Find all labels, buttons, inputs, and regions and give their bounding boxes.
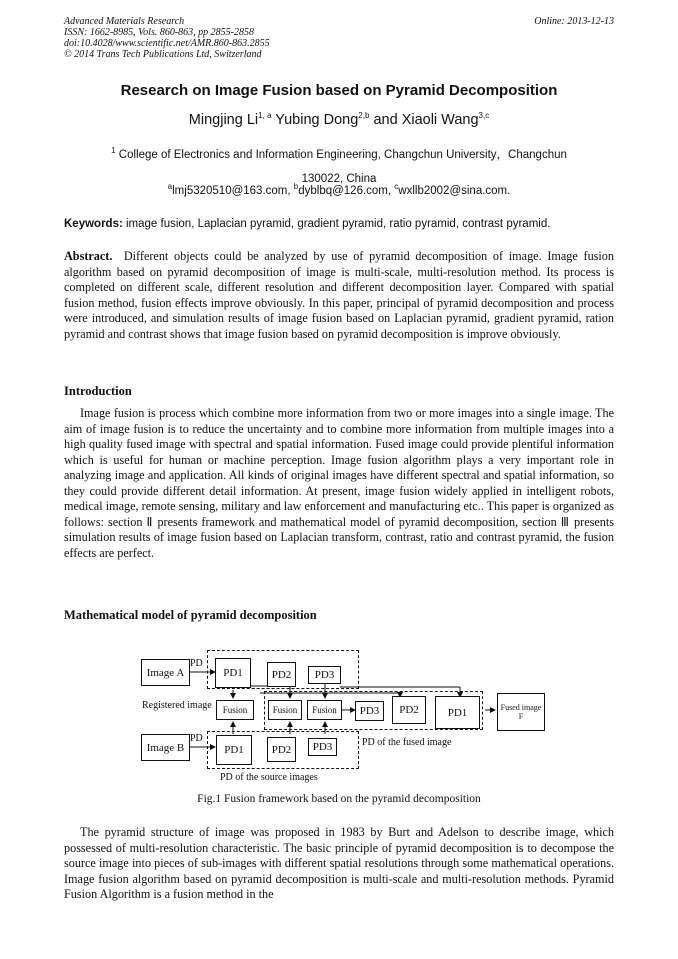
author-3-sup: 3,c <box>478 111 490 120</box>
keywords-label: Keywords: <box>64 218 123 230</box>
b-pd1: PD1 <box>216 735 252 765</box>
image-b-box: Image B <box>141 734 190 761</box>
image-a-box: Image A <box>141 659 190 686</box>
figure-caption: Fig.1 Fusion framework based on the pyramid decomposition <box>197 793 481 805</box>
a-pd3: PD3 <box>308 666 341 684</box>
paper-title: Research on Image Fusion based on Pyramid Decomposition <box>120 82 558 99</box>
abstract-label: Abstract. <box>64 249 113 263</box>
fused-pd1: PD1 <box>435 696 480 729</box>
author-and: and <box>373 111 398 128</box>
issn-line: ISSN: 1662-8985, Vols. 860-863, pp 2855-2858 <box>64 27 254 38</box>
abstract <box>64 249 614 342</box>
fusion-box-3: Fusion <box>307 700 342 720</box>
body-text: The pyramid structure of image was proposed in 1983 by Burt and Adelson to describe image, which possessed of multi-resolution characteristic. The basic principle of pyramid decomposition is to decompose the source image into pieces of sub-images with different spatial resolutions through some mathematical operations. Image fusion algorithm based on pyramid decomposition is multi-scale and multi-resolution methods. Pyramid Fusion Algorithm is a fusion method in the <box>64 825 614 901</box>
journal-name: Advanced Materials Research <box>64 16 185 27</box>
introduction-text: Image fusion is process which combine more information from two or more images into a single image. The aim of image fusion is to reduce the uncertainty and to combine more information from multiple images into a high quality fused image with spectral and spatial information. Fused image could provide plentiful information which is useful for human or machine perception. Image fusion algorithm plays a very important role in analyzing image and application. All kinds of original images have different spectral and spatial information, so they could provide different detail information. At present, image fusion widely applied in intelligent robots, medical image, remote sensing, military and law enforcement and manufacturing etc.. This paper is organized as follows: section Ⅱ presents framework and mathematical model of pyramid decomposition, section Ⅲ presents simulation results of image fusion based on Laplacian transform, contrast, ratio and contrast pyramid, the fusion effects are perfect. <box>64 406 614 560</box>
journal-header <box>64 16 270 60</box>
b-pd3: PD3 <box>308 738 337 756</box>
fused-image-box: Fused image F <box>497 693 545 731</box>
fusion-box-2: Fusion <box>268 700 302 720</box>
email-c-sup: c <box>394 182 399 191</box>
affiliation-text: College of Electronics and Information Engineering, Changchun University，Changchun <box>118 148 567 161</box>
section2-heading: Mathematical model of pyramid decomposition <box>64 608 317 622</box>
fused-pd3: PD3 <box>355 701 384 721</box>
author-1: Mingjing Li <box>188 111 259 128</box>
keywords-text: image fusion, Laplacian pyramid, gradient pyramid, ratio pyramid, contrast pyramid. <box>126 218 551 230</box>
email-b[interactable]: dyblbq@126.com, <box>298 184 392 197</box>
email-line <box>0 182 678 197</box>
author-2: Yubing Dong <box>275 111 359 128</box>
email-a[interactable]: lmj5320510@163.com, <box>172 184 291 197</box>
a-pd1: PD1 <box>215 658 251 688</box>
affiliation-zip: 130022, China <box>301 172 377 185</box>
author-2-sup: 2,b <box>358 111 370 120</box>
fused-pd2: PD2 <box>392 696 426 724</box>
author-line <box>0 111 678 128</box>
doi-line: doi:10.4028/www.scientific.net/AMR.860-863.2855 <box>64 38 270 49</box>
fusion-box-1: Fusion <box>216 700 254 720</box>
affiliation-sup: 1 <box>111 146 116 155</box>
pd-b-label: PD <box>190 733 203 744</box>
email-c[interactable]: wxllb2002@sina.com. <box>398 184 511 197</box>
fusion-framework-figure <box>130 645 560 787</box>
pd-a-label: PD <box>190 658 203 669</box>
keywords <box>64 218 614 230</box>
source-pd-label: PD of the source images <box>220 772 318 783</box>
a-pd2: PD2 <box>267 662 296 687</box>
copyright-line: © 2014 Trans Tech Publications Ltd, Switzerland <box>64 49 262 60</box>
online-date: Online: 2013-12-13 <box>534 16 614 27</box>
author-1-sup: 1, a <box>258 111 272 120</box>
author-3: Xiaoli Wang <box>401 111 479 128</box>
email-a-sup: a <box>167 182 173 191</box>
b-pd2: PD2 <box>267 737 296 762</box>
abstract-text: Different objects could be analyzed by use of pyramid decomposition of image. Image fusion algorithm based on pyramid decomposition of image is multi-scale, multi-resolution method. Its process is completed on different scale, different resolution and different decomposition layer. Compared with spatial fusion method, fusion effects improve obviously. In this paper, principal of pyramid decomposition and process were introduced, and simulation results of image fusion based on Laplacian pyramid, gradient pyramid, ration pyramid and contrast shows that image fusion based on pyramid decomposition is improve obviously. <box>64 249 614 341</box>
introduction-heading: Introduction <box>64 384 132 398</box>
registered-image-label: Registered image <box>142 700 212 711</box>
fused-pd-label: PD of the fused image <box>362 737 452 748</box>
email-b-sup: b <box>293 182 299 191</box>
